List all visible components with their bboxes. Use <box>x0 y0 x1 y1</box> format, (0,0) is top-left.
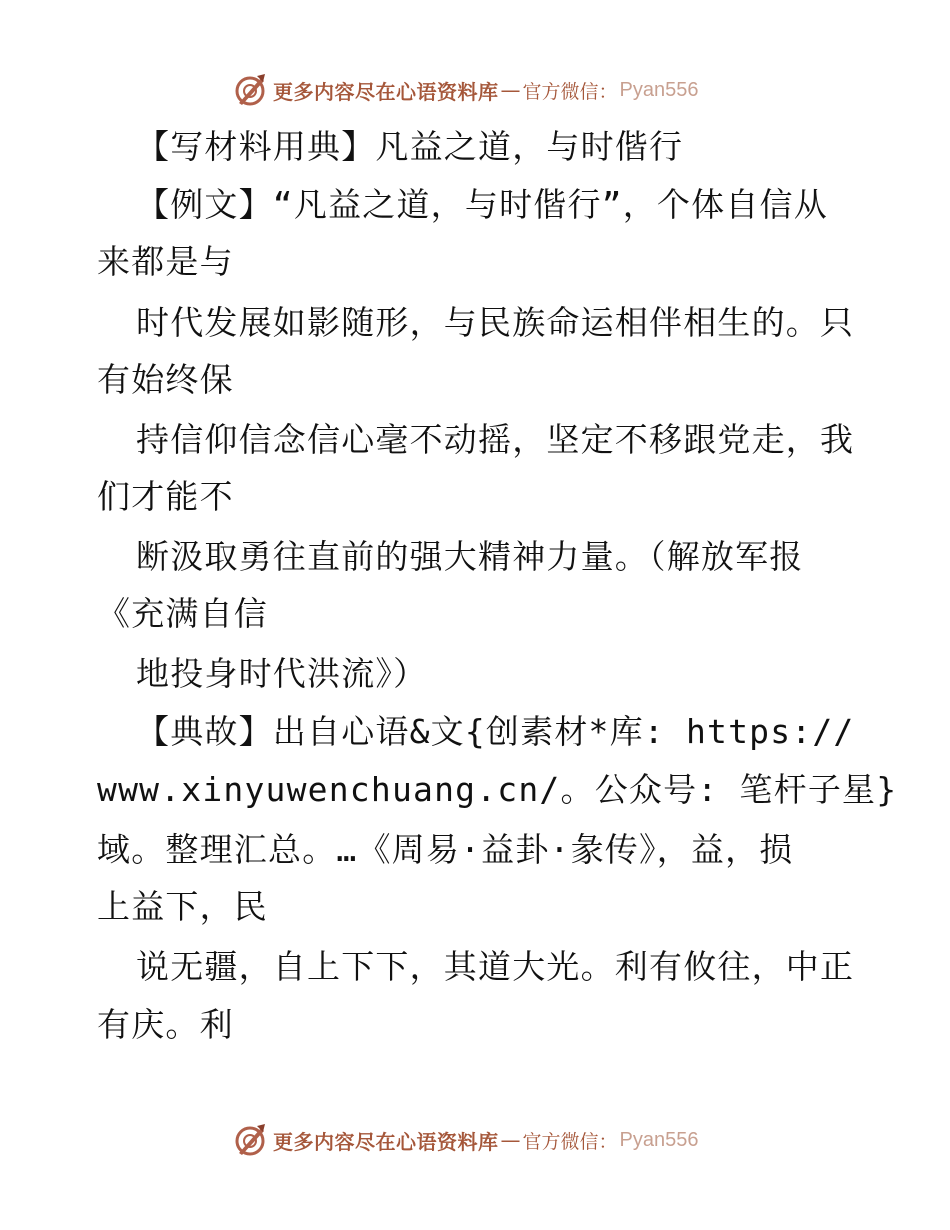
text-line: 【写材料用典】凡益之道，与时偕行 <box>136 127 684 166</box>
banner-text: 更多内容尽在心语资料库 <box>273 79 499 104</box>
text-line: 【例文】“凡益之道，与时偕行”，个体自信从 <box>136 185 828 224</box>
text-line: 地投身时代洪流》） <box>136 654 428 693</box>
banner-wechat-id: Pyan556 <box>619 1128 699 1151</box>
header-banner <box>233 70 698 110</box>
banner-wechat-label: 官方微信： <box>522 80 618 103</box>
text-line: 持信仰信念信心毫不动摇，坚定不移跟党走，我 <box>136 420 855 459</box>
pen-logo-icon <box>233 73 267 107</box>
text-line: 有始终保 <box>97 360 234 399</box>
text-line: 《充满自信 <box>97 594 268 633</box>
text-line: 有庆。利 <box>97 1005 234 1044</box>
text-line: 来都是与 <box>97 242 234 281</box>
text-line: 域。整理汇总。…《周易·益卦·彖传》，益，损 <box>97 830 794 869</box>
text-line: 时代发展如影随形，与民族命运相伴相生的。只 <box>136 303 855 342</box>
text-line: 【典故】出自心语&文{创素材*库: https:// <box>136 712 855 751</box>
text-line: 断汲取勇往直前的强大精神力量。（解放军报 <box>136 537 804 576</box>
banner-wechat-id: Pyan556 <box>619 78 699 101</box>
pen-logo-icon <box>233 1123 267 1157</box>
banner-wechat-label: 官方微信： <box>522 1130 618 1153</box>
text-line: 们才能不 <box>97 477 234 516</box>
banner-text: 更多内容尽在心语资料库 <box>273 1129 499 1154</box>
banner-separator: — <box>500 1128 521 1152</box>
text-line: www.xinyuwenchuang.cn/。公众号: 笔杆子星} <box>97 770 898 809</box>
text-line: 说无疆，自上下下，其道大光。利有攸往，中正 <box>136 947 855 986</box>
footer-banner <box>233 1120 698 1160</box>
text-line: 上益下，民 <box>97 887 268 926</box>
banner-separator: — <box>500 78 521 102</box>
